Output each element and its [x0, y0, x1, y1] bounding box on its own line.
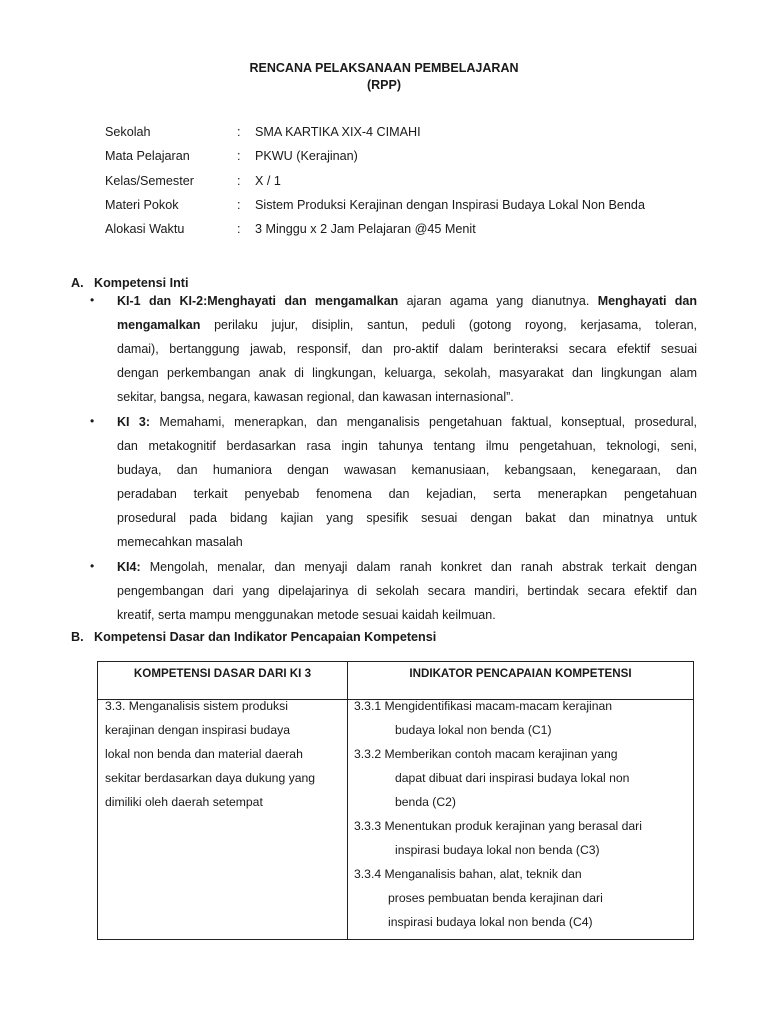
ki4-line: kreatif, serta mampu menggunakan metode sesuai kaidah keilmuan.: [117, 608, 496, 622]
bullet-icon: •: [90, 293, 95, 307]
ki12-text: perilaku jujur, disiplin, santun, peduli (gotong royong, kerjasama, toleran,: [200, 318, 697, 332]
identity-label: Mata Pelajaran: [105, 149, 190, 164]
identity-value: Sistem Produksi Kerajinan dengan Inspirasi Budaya Lokal Non Benda: [255, 197, 645, 212]
indicator-line: inspirasi budaya lokal non benda (C3): [395, 843, 600, 857]
identity-value: X / 1: [255, 173, 281, 188]
identity-label: Materi Pokok: [105, 197, 179, 212]
ki3-line: dan metakognitif berdasarkan rasa ingin tahunya tentang ilmu pengetahuan, teknologi, seni,: [117, 439, 697, 453]
section-a-heading: [71, 276, 188, 290]
identity-row-sekolah: [105, 125, 645, 149]
indicator-line: 3.3.2 Memberikan contoh macam kerajinan yang: [354, 747, 618, 761]
ki3-paragraph: [117, 410, 697, 554]
indicator-line: benda (C2): [395, 795, 456, 809]
ki3-line: peradaban terkait penyebab fenomena dan kejadian, serta menerapkan pengetahuan: [117, 487, 697, 501]
bullet-icon: •: [90, 414, 95, 428]
ki3-line: [117, 410, 697, 434]
ki3-lead: KI 3:: [117, 415, 151, 429]
ki4-paragraph: [117, 555, 697, 627]
bullet-icon: •: [90, 559, 95, 573]
identity-colon: :: [237, 197, 241, 212]
section-b-heading: [71, 630, 436, 644]
kd-line: kerajinan dengan inspirasi budaya: [105, 723, 290, 737]
indicator-line: dapat dibuat dari inspirasi budaya lokal non: [395, 771, 630, 785]
document-title: RENCANA PELAKSANAAN PEMBELAJARAN: [249, 61, 519, 75]
identity-colon: :: [237, 222, 241, 237]
ki12-lead: KI-1 dan KI-2:Menghayati dan mengamalkan: [117, 294, 399, 308]
identity-row-alokasi-waktu: [105, 222, 645, 246]
ki3-line: memecahkan masalah: [117, 535, 243, 549]
ki12-line: damai), bertanggung jawab, responsif, dan pro-aktif dalam berinteraksi secara efektif sesuai: [117, 342, 697, 356]
identity-colon: :: [237, 173, 241, 188]
table-header-indicator: INDIKATOR PENCAPAIAN KOMPETENSI: [409, 667, 632, 680]
ki4-lead: KI4:: [117, 560, 141, 574]
identity-colon: :: [237, 149, 241, 164]
ki12-line: [117, 289, 697, 313]
identity-label: Alokasi Waktu: [105, 222, 185, 237]
indicator-line: 3.3.3 Menentukan produk kerajinan yang berasal dari: [354, 819, 642, 833]
identity-value: PKWU (Kerajinan): [255, 149, 358, 164]
ki12-paragraph: [117, 289, 697, 409]
table-header-kd: KOMPETENSI DASAR DARI KI 3: [133, 667, 312, 680]
identity-colon: :: [237, 125, 241, 139]
ki12-line: sekitar, bangsa, negara, kawasan regional, dan kawasan internasional”.: [117, 390, 514, 404]
indicator-line: proses pembuatan benda kerajinan dari: [388, 891, 603, 905]
section-b-number: B.: [71, 630, 84, 644]
ki3-text: Memahami, menerapkan, dan menganalisis pengetahuan faktual, konseptual, prosedural,: [150, 415, 697, 429]
document-subtitle: (RPP): [366, 78, 402, 92]
identity-label: Kelas/Semester: [105, 173, 194, 188]
kd-line: sekitar berdasarkan daya dukung yang: [105, 771, 316, 785]
kd-indicator-table: [97, 661, 694, 940]
indicator-line: inspirasi budaya lokal non benda (C4): [388, 915, 593, 929]
identity-row-kelas-semester: [105, 174, 645, 198]
identity-value: 3 Minggu x 2 Jam Pelajaran @45 Menit: [255, 222, 476, 237]
section-b-title: Kompetensi Dasar dan Indikator Pencapaian Kompetensi: [94, 630, 437, 644]
kd-line: dimiliki oleh daerah setempat: [105, 795, 263, 809]
ki4-text: Mengolah, menalar, dan menyaji dalam ranah konkret dan ranah abstrak terkait dengan: [140, 560, 697, 574]
indicator-line: 3.3.4 Menganalisis bahan, alat, teknik dan: [354, 867, 582, 881]
identity-row-mata-pelajaran: [105, 149, 645, 173]
kd-line: 3.3. Menganalisis sistem produksi: [105, 699, 288, 713]
table-divider: [347, 662, 348, 939]
section-a-title: Kompetensi Inti: [94, 276, 189, 290]
ki3-line: prosedural pada bidang kajian yang spesifik sesuai dengan bakat dan minatnya untuk: [117, 511, 697, 525]
ki4-line: pengembangan dari yang dipelajarinya di sekolah secara mandiri, bertindak secara efektif dan: [117, 584, 697, 598]
indicator-line: budaya lokal non benda (C1): [395, 723, 552, 737]
ki3-line: budaya, dan humaniora dengan wawasan kemanusiaan, kebangsaan, kenegaraan, dan: [117, 463, 697, 477]
ki12-line: dengan perkembangan anak di lingkungan, keluarga, sekolah, masyarakat dan lingkungan alam: [117, 366, 697, 380]
identity-label: Sekolah: [105, 125, 151, 139]
identity-value: SMA KARTIKA XIX-4 CIMAHI: [255, 125, 421, 139]
ki12-bold: Menghayati dan: [597, 294, 698, 308]
indicator-line: 3.3.1 Mengidentifikasi macam-macam kerajinan: [354, 699, 613, 713]
ki12-line: [117, 313, 697, 337]
identity-table: [105, 125, 645, 246]
kd-line: lokal non benda dan material daerah: [105, 747, 303, 761]
identity-row-materi-pokok: [105, 198, 645, 222]
section-a-number: A.: [71, 276, 84, 290]
ki4-line: [117, 555, 697, 579]
ki12-bold: mengamalkan: [117, 318, 201, 332]
ki12-text: ajaran agama yang dianutnya.: [398, 294, 598, 308]
